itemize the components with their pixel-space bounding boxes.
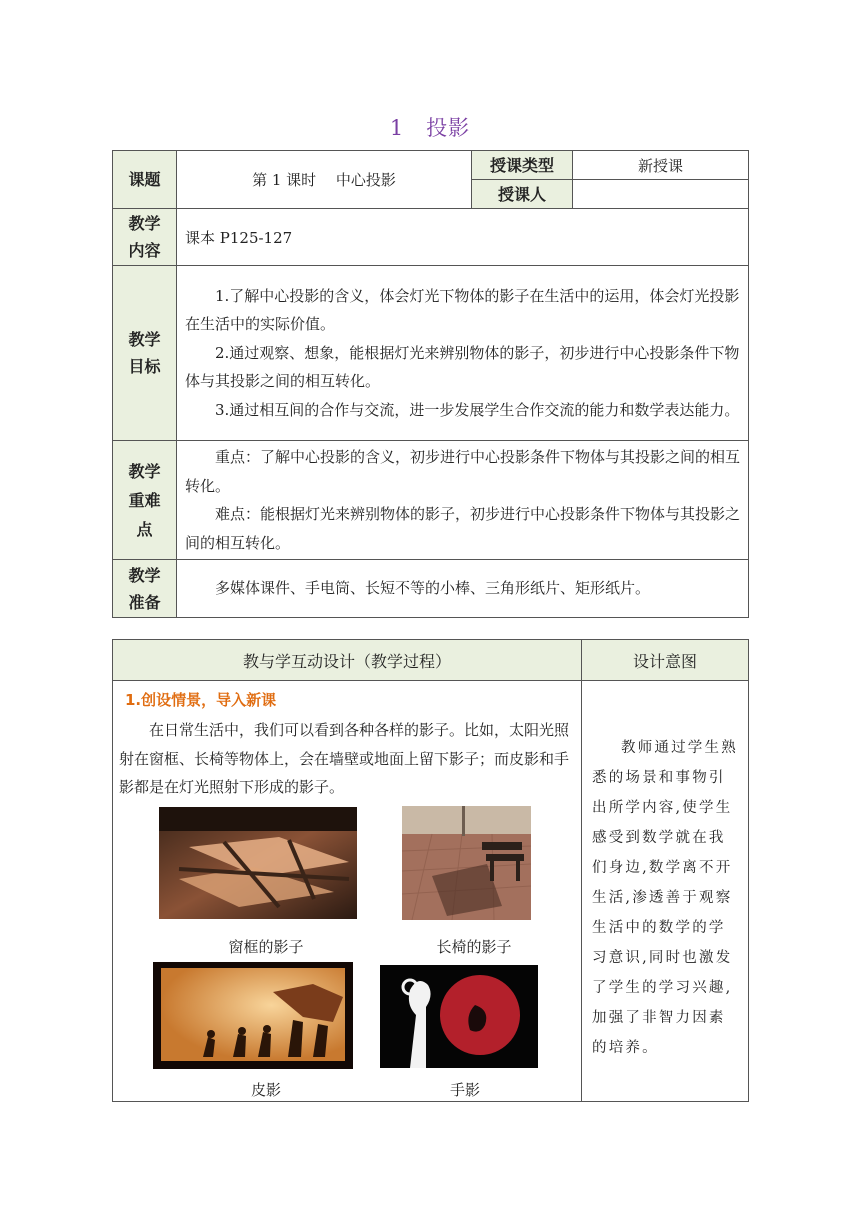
window-shadow-photo <box>159 807 357 919</box>
intent-text: 教师通过学生熟悉的场景和事物引出所学内容,使学生感受到数学就在我们身边,数学离不开生活,渗透善于观察生活中的数学的学习意识,同时也激发了学生的学习兴趣,加强了非智力因素的培养。 <box>592 740 738 1056</box>
topic-label: 课题 <box>113 151 177 209</box>
keypoints-label: 教学重难点 <box>113 441 177 560</box>
topic-value: 第 1 课时 中心投影 <box>177 151 472 209</box>
lesson-info-table <box>112 150 749 618</box>
bench-shadow-photo <box>402 806 531 920</box>
teacher-label: 授课人 <box>472 180 573 209</box>
type-label: 授课类型 <box>472 151 573 180</box>
intent-header: 设计意图 <box>582 640 749 681</box>
shadow-puppet-photo <box>153 962 353 1069</box>
keypoint-item: 难点：能根据灯光来辨别物体的影子，初步进行中心投影条件下物体与其投影之间的相互转化。 <box>185 505 741 552</box>
goals-cell <box>177 266 749 441</box>
content-label: 教学内容 <box>113 209 177 266</box>
intent-cell <box>582 681 749 1102</box>
process-header: 教与学互动设计（教学过程） <box>113 640 582 681</box>
caption-hand: 手影 <box>449 1081 480 1099</box>
caption-window: 窗框的影子 <box>228 938 304 956</box>
prep-cell <box>177 560 749 618</box>
keypoints-cell <box>177 441 749 560</box>
keypoint-item: 重点：了解中心投影的含义，初步进行中心投影条件下物体与其投影之间的相互转化。 <box>185 448 741 495</box>
page-title: 1 投影 <box>389 116 471 140</box>
content-value: 课本 P125-127 <box>177 209 749 266</box>
teacher-value <box>573 180 749 209</box>
type-value: 新授课 <box>573 151 749 180</box>
goal-item: 2.通过观察、想象，能根据灯光来辨别物体的影子，初步进行中心投影条件下物体与其投影之间的相互转化。 <box>185 343 740 391</box>
section-text: 在日常生活中，我们可以看到各种各样的影子。比如，太阳光照射在窗框、长椅等物体上，会在墙壁或地面上留下影子；而皮影和手影都是在灯光照射下形成的影子。 <box>119 721 570 796</box>
section-title: 1.创设情景，导入新课 <box>125 691 277 709</box>
goal-item: 1.了解中心投影的含义，体会灯光下物体的影子在生活中的运用，体会灯光投影在生活中的实际价值。 <box>185 286 740 334</box>
caption-puppet: 皮影 <box>250 1081 281 1099</box>
hand-shadow-photo <box>380 965 538 1068</box>
goals-label: 教学目标 <box>113 266 177 441</box>
prep-label: 教学准备 <box>113 560 177 618</box>
caption-bench: 长椅的影子 <box>436 938 512 956</box>
prep-value: 多媒体课件、手电筒、长短不等的小棒、三角形纸片、矩形纸片。 <box>215 579 651 598</box>
goal-item: 3.通过相互间的合作与交流，进一步发展学生合作交流的能力和数学表达能力。 <box>215 400 740 419</box>
